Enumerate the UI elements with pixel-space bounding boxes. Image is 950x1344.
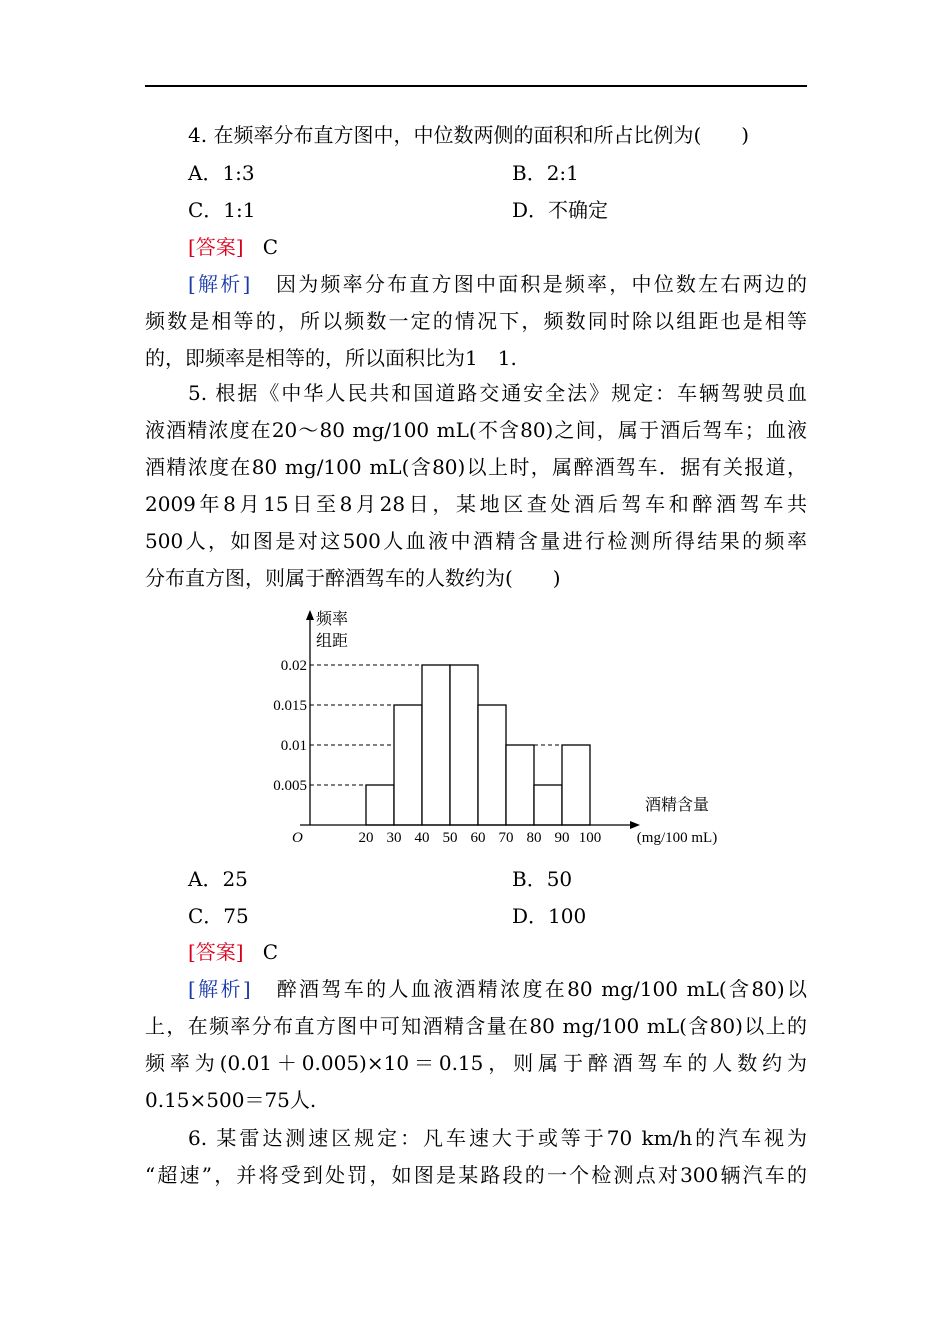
x-tick-label: 100 xyxy=(578,830,602,846)
y-axis-label: 组距 xyxy=(316,633,349,650)
explanation-tag: [解析] xyxy=(188,272,251,296)
histogram-bar xyxy=(422,665,450,825)
q6-stem-line-2: “超速”，并将受到处罚，如图是某路段的一个检测点对300辆汽车的 xyxy=(145,1163,807,1187)
x-axis-label: 酒精含量 xyxy=(644,797,710,814)
histogram-bar xyxy=(478,705,506,825)
explanation-text: 醉酒驾车的人血液酒精浓度在80 mg/100 mL(含80)以 xyxy=(276,977,807,1001)
top-rule xyxy=(145,85,807,87)
histogram-chart xyxy=(270,600,740,855)
q5-explanation-line-2: 上，在频率分布直方图中可知酒精含量在80 mg/100 mL(含80)以上的 xyxy=(145,1014,807,1038)
explanation-tag: [解析] xyxy=(188,977,251,1001)
q5-stem-line-2: 液酒精浓度在20～80 mg/100 mL(不含80)之间，属于酒后驾车；血液 xyxy=(145,418,807,442)
q4-stem: 4. 在频率分布直方图中，中位数两侧的面积和所占比例为( ) xyxy=(188,123,750,147)
q4-explanation-line-2: 频数是相等的，所以频数一定的情况下，频数同时除以组距也是相等 xyxy=(145,309,807,333)
y-tick-label: 0.02 xyxy=(280,658,307,674)
x-tick-label: 80 xyxy=(526,830,542,846)
answer-value: C xyxy=(262,940,278,964)
answer-tag: [答案] xyxy=(188,940,244,964)
x-tick-label: 40 xyxy=(414,830,430,846)
answer-value: C xyxy=(262,235,278,259)
q5-option-d: D．100 xyxy=(512,904,587,928)
q5-option-b: B．50 xyxy=(512,867,573,891)
q5-stem-line-5: 500人，如图是对这500人血液中酒精含量进行检测所得结果的频率 xyxy=(145,529,807,553)
histogram-bar xyxy=(534,785,562,825)
answer-tag: [答案] xyxy=(188,235,244,259)
x-axis-label: (mg/100 mL) xyxy=(636,830,718,846)
q5-stem-line-3: 酒精浓度在80 mg/100 mL(含80)以上时，属醉酒驾车．据有关报道， xyxy=(145,455,807,479)
q5-stem-line-1: 5. 根据《中华人民共和国道路交通安全法》规定：车辆驾驶员血 xyxy=(188,381,807,405)
q4-option-b: B．2:1 xyxy=(512,161,579,185)
histogram-bar xyxy=(562,745,590,825)
q4-explanation-line-3: 的，即频率是相等的，所以面积比为1 1. xyxy=(145,346,517,370)
x-tick-label: 90 xyxy=(554,830,570,846)
q5-stem-line-6: 分布直方图，则属于醉酒驾车的人数约为( ) xyxy=(145,566,561,590)
x-axis-arrow xyxy=(630,821,640,829)
origin-label: O xyxy=(292,830,303,846)
q5-option-c: C．75 xyxy=(188,904,249,928)
q4-answer xyxy=(188,232,278,262)
y-tick-label: 0.01 xyxy=(280,738,307,754)
q5-explanation-line-3: 频率为(0.01＋0.005)×10＝0.15，则属于醉酒驾车的人数约为 xyxy=(145,1051,807,1075)
explanation-text: 因为频率分布直方图中面积是频率，中位数左右两边的 xyxy=(276,272,808,296)
q5-option-a: A．25 xyxy=(188,867,248,891)
x-tick-label: 20 xyxy=(358,830,374,846)
histogram-bar xyxy=(366,785,394,825)
histogram-bar xyxy=(394,705,422,825)
y-tick-label: 0.005 xyxy=(273,778,307,794)
q5-explanation-line-4: 0.15×500＝75人. xyxy=(145,1088,317,1112)
q5-explanation-line-1 xyxy=(188,974,807,1004)
q4-option-d: D．不确定 xyxy=(512,198,609,222)
q4-explanation-line-1 xyxy=(188,269,807,299)
x-tick-label: 30 xyxy=(386,830,402,846)
y-axis-label: 频率 xyxy=(316,611,349,628)
x-tick-label: 70 xyxy=(498,830,514,846)
q5-answer xyxy=(188,937,278,967)
histogram-bar xyxy=(506,745,534,825)
y-axis-arrow xyxy=(306,610,314,620)
q4-option-a: A．1:3 xyxy=(188,161,255,185)
q5-stem-line-4: 2009年8月15日至8月28日，某地区查处酒后驾车和醉酒驾车共 xyxy=(145,492,807,516)
q4-option-c: C．1:1 xyxy=(188,198,256,222)
histogram-bar xyxy=(450,665,478,825)
x-tick-label: 60 xyxy=(470,830,486,846)
q6-stem-line-1: 6. 某雷达测速区规定：凡车速大于或等于70 km/h的汽车视为 xyxy=(188,1126,807,1150)
y-tick-label: 0.015 xyxy=(273,698,307,714)
x-tick-label: 50 xyxy=(442,830,458,846)
